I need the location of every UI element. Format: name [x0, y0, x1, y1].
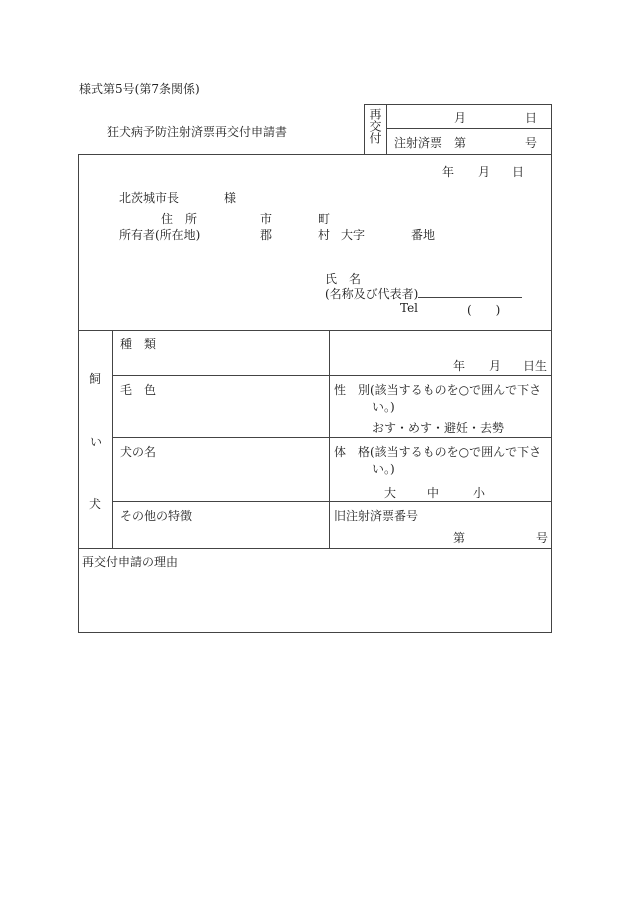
- old-tag-dai: 第: [453, 531, 466, 545]
- form-number: 様式第5号(第7条関係): [79, 82, 200, 96]
- main-frame-right: [551, 104, 552, 633]
- reissue-box-mid: [386, 128, 552, 129]
- address-oaza: 大字: [341, 228, 366, 242]
- address-banchi: 番地: [411, 228, 436, 242]
- dog-row-line-1: [112, 375, 552, 376]
- reissue-tag-dai: 第: [454, 136, 467, 150]
- features-label: その他の特徴: [120, 509, 193, 523]
- address-machi: 町: [318, 212, 331, 226]
- birth-year: 年: [453, 359, 466, 373]
- reissue-tag-gou: 号: [525, 136, 538, 150]
- sex-label-cont: い。): [372, 400, 395, 414]
- dog-column-divider: [329, 330, 330, 548]
- reissue-box-left: [364, 104, 365, 154]
- address-shi: 市: [260, 212, 273, 226]
- old-tag-label: 旧注射済票番号: [334, 509, 419, 523]
- addressee: 北茨城市長: [119, 191, 180, 205]
- size-small: 小: [473, 486, 486, 500]
- birth-day: 日生: [523, 359, 548, 373]
- size-label: 体 格(該当するものを○で囲んで下さ: [334, 445, 542, 459]
- size-large: 大: [384, 486, 397, 500]
- dog-section-top: [78, 330, 552, 331]
- name-underline: [418, 297, 522, 298]
- dog-name-label: 犬の名: [120, 445, 157, 459]
- color-label: 毛 色: [120, 383, 157, 397]
- owner-label: 所有者(所在地): [119, 228, 201, 242]
- dog-side-label-1: 飼: [89, 372, 102, 386]
- reissue-day: 日: [525, 111, 538, 125]
- reissue-tag-label: 注射済票: [394, 136, 443, 150]
- dog-side-label-3: 犬: [89, 497, 102, 511]
- name-label: 氏 名: [325, 272, 362, 286]
- dog-row-line-3: [112, 501, 552, 502]
- address-gun: 郡: [260, 228, 273, 242]
- addressee-sama: 様: [224, 191, 237, 205]
- birth-month: 月: [489, 359, 502, 373]
- dog-side-label-2: い: [90, 435, 103, 449]
- main-frame-left: [78, 154, 79, 633]
- tel-parens: ( ): [467, 303, 501, 317]
- address-mura: 村: [318, 228, 331, 242]
- dog-row-line-2: [112, 437, 552, 438]
- name-sub-label: (名称及び代表者): [325, 287, 419, 301]
- main-frame-bottom: [78, 632, 552, 633]
- reissue-label: 再交付: [368, 108, 382, 144]
- breed-label: 種 類: [120, 337, 157, 351]
- address-label: 住 所: [161, 212, 198, 226]
- sex-label: 性 別(該当するものを○で囲んで下さ: [334, 383, 542, 397]
- old-tag-gou: 号: [536, 531, 549, 545]
- size-label-cont: い。): [372, 462, 395, 476]
- date-year: 年: [442, 165, 455, 179]
- sex-options: おす・めす・避妊・去勢: [372, 421, 505, 435]
- date-day: 日: [512, 165, 525, 179]
- reissue-box-divider: [386, 104, 387, 154]
- size-medium: 中: [427, 486, 440, 500]
- main-frame-top: [78, 154, 552, 155]
- dog-side-divider: [112, 330, 113, 548]
- tel-label: Tel: [400, 301, 419, 315]
- reason-label: 再交付申請の理由: [82, 555, 179, 569]
- reissue-month: 月: [454, 111, 467, 125]
- reissue-box-top: [364, 104, 552, 105]
- date-month: 月: [478, 165, 491, 179]
- dog-section-bottom: [78, 548, 552, 549]
- form-title: 狂犬病予防注射済票再交付申請書: [107, 125, 288, 139]
